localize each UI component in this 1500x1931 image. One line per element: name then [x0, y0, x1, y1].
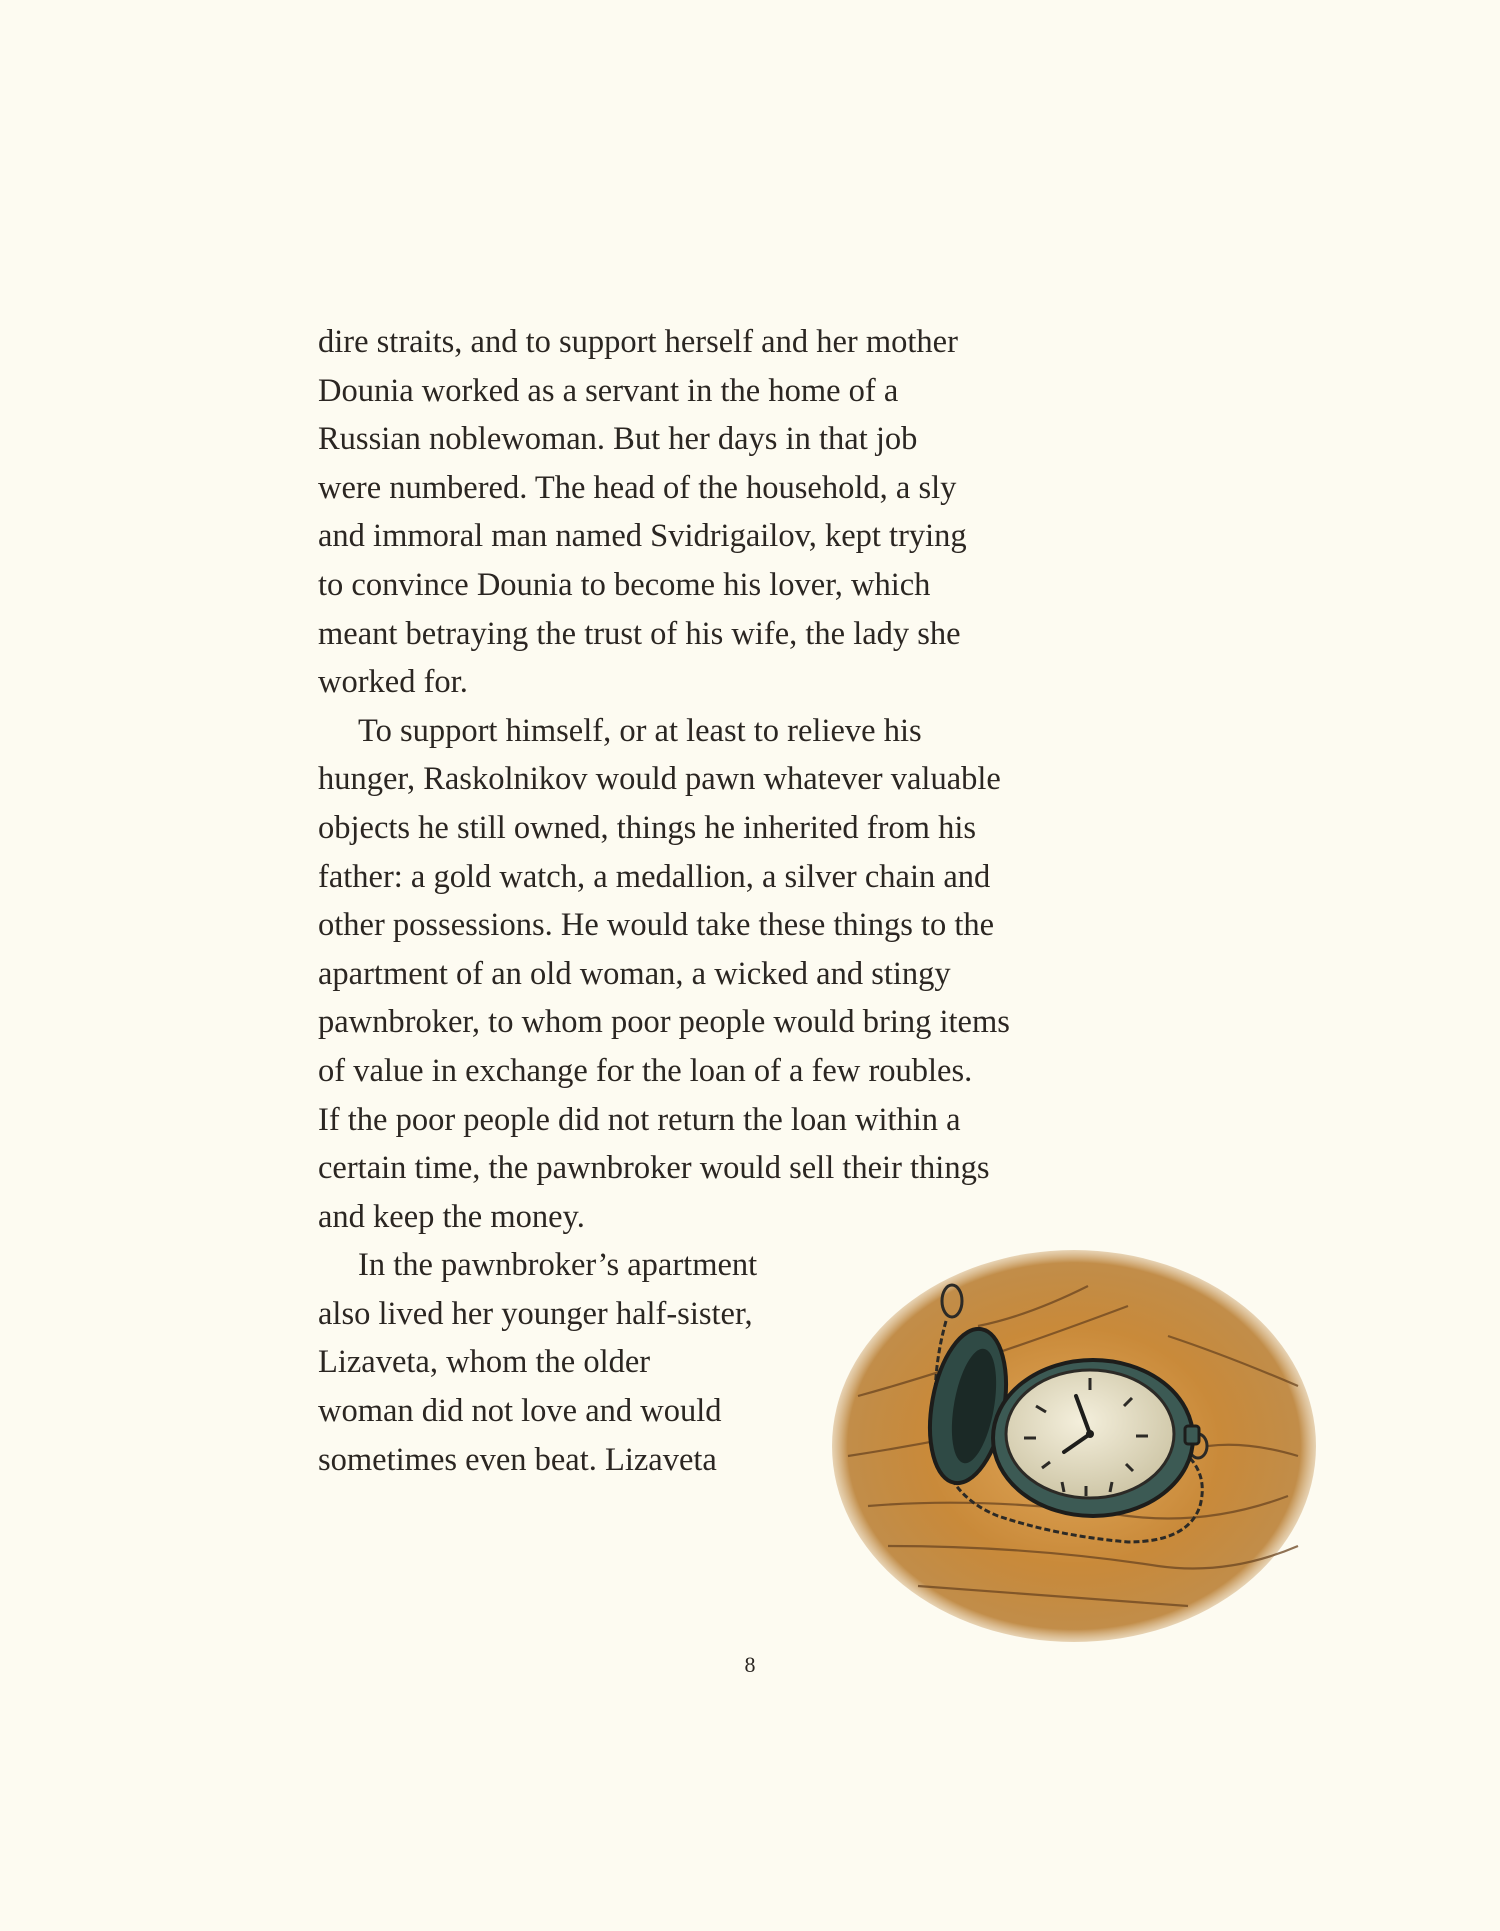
text-line: and immoral man named Svidrigailov, kept trying	[318, 518, 967, 555]
text-line: certain time, the pawnbroker would sell their things	[318, 1150, 990, 1187]
text-line: sometimes even beat. Lizaveta	[318, 1441, 717, 1478]
text-line: Dounia worked as a servant in the home of a	[318, 372, 899, 409]
text-line: Russian noblewoman. But her days in that job	[318, 421, 918, 458]
text-line: dire straits, and to support herself and her mother	[318, 324, 958, 360]
text-line: were numbered. The head of the household, a sly	[318, 469, 957, 506]
text-line: meant betraying the trust of his wife, the lady she	[318, 615, 961, 652]
text-line: to convince Dounia to become his lover, which	[318, 566, 931, 603]
text-line: To support himself, or at least to relieve his	[358, 712, 922, 749]
text-line: father: a gold watch, a medallion, a silver chain and	[318, 858, 991, 895]
page-number: 8	[744, 1652, 756, 1677]
text-line: apartment of an old woman, a wicked and stingy	[318, 955, 951, 992]
text-line: worked for.	[318, 664, 468, 701]
text-line: pawnbroker, to whom poor people would bring items	[318, 1004, 1010, 1041]
text-line: woman did not love and would	[318, 1393, 722, 1430]
pocket-watch-illustration	[828, 1246, 1320, 1646]
paragraph-1	[318, 318, 1118, 707]
text-line: and keep the money.	[318, 1198, 585, 1235]
text-line: hunger, Raskolnikov would pawn whatever valuable	[318, 761, 1001, 798]
text-line: also lived her younger half-sister,	[318, 1295, 753, 1332]
paragraph-2	[318, 707, 1118, 1242]
text-line: If the poor people did not return the loan within a	[318, 1101, 961, 1138]
text-line: of value in exchange for the loan of a few roubles.	[318, 1052, 973, 1089]
text-line: In the pawnbroker’s apartment	[358, 1247, 758, 1284]
text-line: other possessions. He would take these things to the	[318, 907, 995, 944]
text-line: Lizaveta, whom the older	[318, 1344, 651, 1381]
text-line: objects he still owned, things he inherited from his	[318, 809, 977, 846]
